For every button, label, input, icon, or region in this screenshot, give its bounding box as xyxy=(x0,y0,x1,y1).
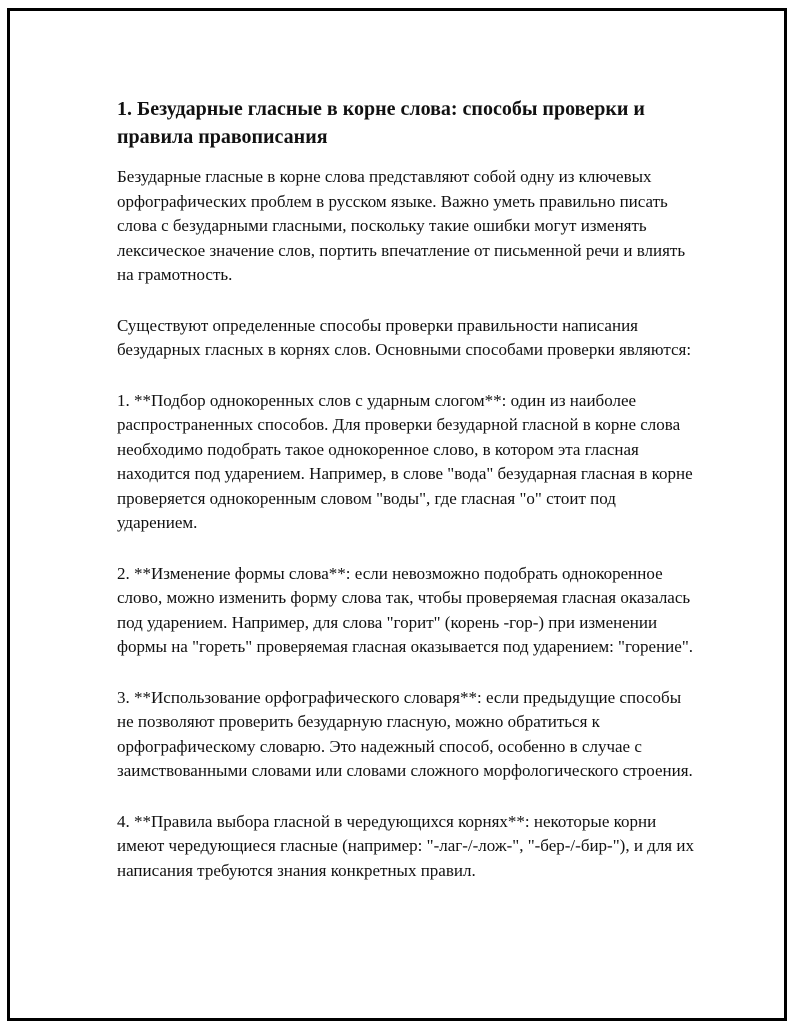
document-title: 1. Безударные гласные в корне слова: способы проверки и правила правописания xyxy=(117,98,645,148)
document-body xyxy=(117,95,697,909)
paragraph-method-3: 3. **Использование орфографического словаря**: если предыдущие способы не позволяют проверить безударную гласную, можно обратиться к орфографическому словарю. Это надежный способ, особенно в случае с заимствованными словами или словами сложного морфологического строения. xyxy=(117,687,693,780)
paragraph-method-1: 1. **Подбор однокоренных слов с ударным слогом**: один из наиболее распространенных способов. Для проверки безударной гласной в корне слова необходимо подобрать такое однокоренное слово, в котором эта гласная находится под ударением. Например, в слове "вода" безударная гласная в корне проверяется однокоренным словом "воды", где гласная "о" стоит под ударением. xyxy=(117,390,693,532)
paragraph-method-4: 4. **Правила выбора гласной в чередующихся корнях**: некоторые корни имеют чередующиеся гласные (например: "-лаг-/-лож-", "-бер-/-бир-"), и для их написания требуются знания конкретных правил. xyxy=(117,811,694,880)
paragraph-method-2: 2. **Изменение формы слова**: если невозможно подобрать однокоренное слово, можно изменить форму слова так, чтобы проверяемая гласная оказалась под ударением. Например, для слова "горит" (корень -гор-) при изменении формы на "гореть" проверяемая гласная оказывается под ударением: "горение". xyxy=(117,563,694,656)
paragraph-intro: Безударные гласные в корне слова представляют собой одну из ключевых орфографических проблем в русском языке. Важно уметь правильно писать слова с безударными гласными, поскольку такие ошибки могут изменять лексическое значение слов, портить впечатление от письменной речи и влиять на грамотность. xyxy=(117,167,686,284)
paragraph-methods-intro: Существуют определенные способы проверки правильности написания безударных гласных в корнях слов. Основными способами проверки являются: xyxy=(117,315,692,359)
